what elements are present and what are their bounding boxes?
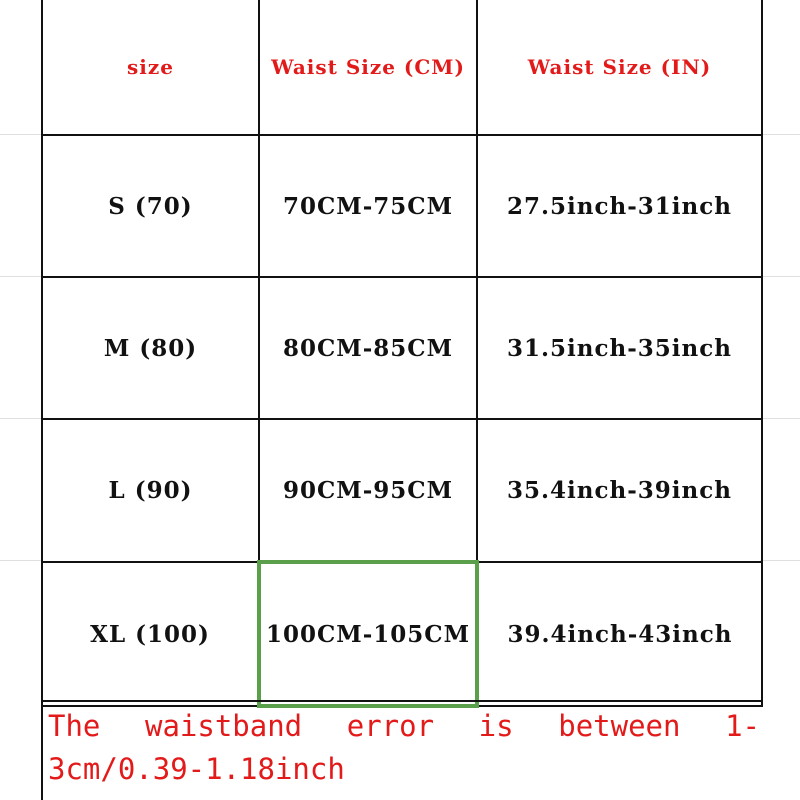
cell-size: S (70): [42, 135, 259, 277]
cell-size: XL (100): [42, 562, 259, 706]
cell-waist-cm-highlighted: 100CM-105CM: [259, 562, 477, 706]
header-waist-cm: Waist Size (CM): [259, 0, 477, 135]
cell-waist-cm: 80CM-85CM: [259, 277, 477, 419]
table-row: [42, 135, 762, 277]
guide-line: [0, 418, 42, 419]
table-row: [42, 562, 762, 706]
table-header-row: [42, 0, 762, 135]
size-chart-table: [41, 0, 763, 708]
cell-waist-in: 35.4inch-39inch: [477, 419, 762, 562]
cell-waist-cm: 90CM-95CM: [259, 419, 477, 562]
guide-line: [760, 418, 800, 419]
table-row: [42, 277, 762, 419]
cell-waist-in: 39.4inch-43inch: [477, 562, 762, 706]
guide-line: [760, 134, 800, 135]
divider: [41, 700, 761, 702]
cell-waist-cm: 70CM-75CM: [259, 135, 477, 277]
table-row: [42, 419, 762, 562]
cell-waist-in: 27.5inch-31inch: [477, 135, 762, 277]
header-size: size: [42, 0, 259, 135]
cell-size: M (80): [42, 277, 259, 419]
divider: [41, 700, 43, 800]
guide-line: [0, 276, 42, 277]
guide-line: [760, 276, 800, 277]
waistband-error-note: The waistband error is between 1-3cm/0.39-1.18inch: [48, 709, 760, 786]
guide-line: [760, 560, 800, 561]
cell-waist-in: 31.5inch-35inch: [477, 277, 762, 419]
guide-line: [0, 560, 42, 561]
header-waist-in: Waist Size (IN): [477, 0, 762, 135]
cell-size: L (90): [42, 419, 259, 562]
guide-line: [0, 134, 42, 135]
